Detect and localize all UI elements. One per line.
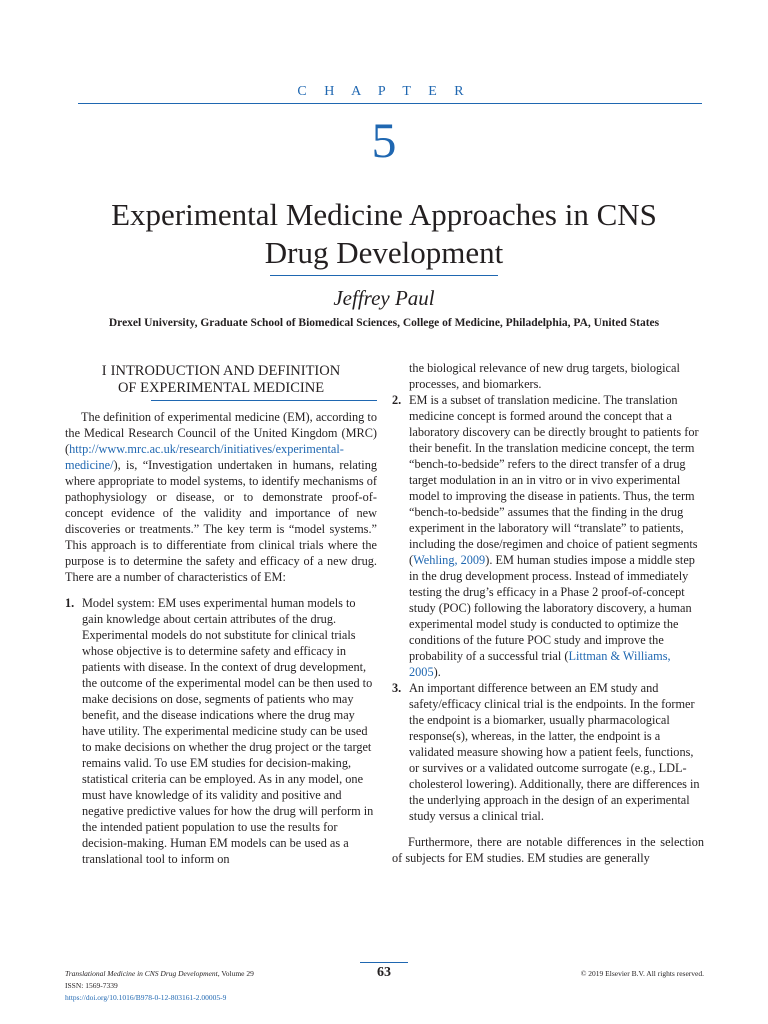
section-title-line-1: INTRODUCTION AND DEFINITION bbox=[110, 363, 341, 379]
intro-text-b: ), is, “Investigation undertaken in humans, relating where appropriate to model systems, to identify mechanisms of pathophysiology or disease, or to demonstrate proof-of-concept evidence of the validity and importance of new discoveries or treatments.” The key term is “model systems.” This approach is to differentiate from clinical trials where the purpose is to determine the safety and efficacy of a new drug. There are a number of characteristics of EM: bbox=[65, 458, 377, 584]
header-rule bbox=[78, 103, 702, 104]
title-line-2: Drug Development bbox=[264, 235, 504, 270]
section-number: I bbox=[101, 363, 107, 379]
section-heading bbox=[65, 363, 377, 397]
book-volume: , Volume 29 bbox=[217, 969, 254, 978]
item-continuation: the biological relevance of new drug targets, biological processes, and biomarkers. bbox=[409, 361, 680, 391]
list-item bbox=[392, 680, 704, 824]
affiliation: Drexel University, Graduate School of Biomedical Sciences, College of Medicine, Philadelphia, PA, United States bbox=[108, 317, 660, 329]
mrc-link[interactable]: http://www.mrc.ac.uk/research/initiatives/experimental-medicine/ bbox=[65, 442, 344, 472]
item-text: Model system: EM uses experimental human models to gain knowledge about certain attributes of the drug. Experimental models do not substitute for clinical trials whose objective is to determine safety and efficacy in patients with disease. In the context of drug development, the outcome of the experimental model can be then used to make decisions on dose, segments of patients who may benefit, and the disease indications where the drug may have utility. The experimental medicine study can be used to make decisions on whether the drug project or the target remains valid. To use EM studies for decision-making, statistical criteria can be employed. As in any model, one must have knowledge of its validity and positive and negative predictive values for how the drug will perform in the intended patient population to use the results for decision-making. Human EM models can be used as a translational tool to inform on bbox=[82, 596, 374, 866]
footer-citation bbox=[65, 968, 254, 1004]
item-text-b: ). EM human studies impose a middle step in the drug development process. Instead of immediately testing the drug’s efficacy in a Phase 2 proof-of-concept study (POC) following the laboratory discovery, a human experimental model study is conducted to optimize the conditions of the future POC study and improve the probability of a successful trial ( bbox=[409, 553, 695, 663]
footer-rule bbox=[360, 962, 408, 963]
closing-paragraph: Furthermore, there are notable differences in the selection of subjects for EM studies. EM studies are generally bbox=[392, 835, 704, 865]
section-title-line-2: OF EXPERIMENTAL MEDICINE bbox=[117, 380, 325, 396]
left-column bbox=[65, 363, 377, 867]
item-number: 2. bbox=[392, 393, 402, 407]
item-text-a: EM is a subset of translation medicine. The translation medicine concept is formed around the concept that a laboratory discovery can be directly brought to patients for their benefit. In the translation medicine concept, the term “bench-to-bedside” refers to the direct transfer of a drug target modulation in an in vitro or in vivo experimental model to improving the disease in patients. Thus, the term “bench-to-bedside” assumes that the finding in the drug experiment in the laboratory will “translate” to patients, including the dose/regimen and choice of patient segments ( bbox=[409, 393, 699, 567]
section-rule bbox=[151, 400, 377, 401]
item-number: 1. bbox=[65, 596, 75, 610]
list-item bbox=[65, 595, 377, 867]
title-line-1: Experimental Medicine Approaches in CNS bbox=[111, 197, 657, 232]
item-text bbox=[409, 392, 704, 680]
chapter-title bbox=[40, 196, 728, 272]
item-text-c: ). bbox=[433, 665, 441, 679]
issn: ISSN: 1569-7339 bbox=[65, 981, 118, 990]
title-rule bbox=[270, 275, 498, 276]
item-number: 3. bbox=[392, 681, 402, 695]
page-number: 63 bbox=[377, 965, 391, 980]
item-text: An important difference between an EM study and safety/efficacy clinical trial is the endpoints. In the former the endpoint is a biomarker, usually pharmacological response(s), whereas, in the latter, the endpoint is a validated measure showing how a patient feels, functions, or survives or a validated outcome surrogate (e.g., LDL-cholesterol lowering). Additionally, there are differences in the underlying approach in the design of an experimental study versus a clinical trial. bbox=[409, 681, 700, 823]
chapter-number: 5 bbox=[371, 112, 397, 168]
doi-link[interactable]: https://doi.org/10.1016/B978-0-12-803161-2.00005-9 bbox=[65, 993, 227, 1002]
list-item bbox=[392, 392, 704, 680]
right-column bbox=[392, 360, 704, 866]
intro-paragraph bbox=[65, 409, 377, 585]
chapter-label: C H A P T E R bbox=[297, 84, 471, 99]
ref-wehling-link[interactable]: Wehling, 2009 bbox=[413, 553, 486, 567]
book-title: Translational Medicine in CNS Drug Development bbox=[65, 969, 218, 978]
ref-littman-link[interactable]: Littman & Williams, 2005 bbox=[409, 649, 671, 679]
author-name: Jeffrey Paul bbox=[333, 286, 435, 310]
copyright: © 2019 Elsevier B.V. All rights reserved. bbox=[580, 969, 704, 978]
intro-text-a: The definition of experimental medicine (EM), according to the Medical Research Council of the United Kingdom (MRC) ( bbox=[65, 410, 377, 456]
